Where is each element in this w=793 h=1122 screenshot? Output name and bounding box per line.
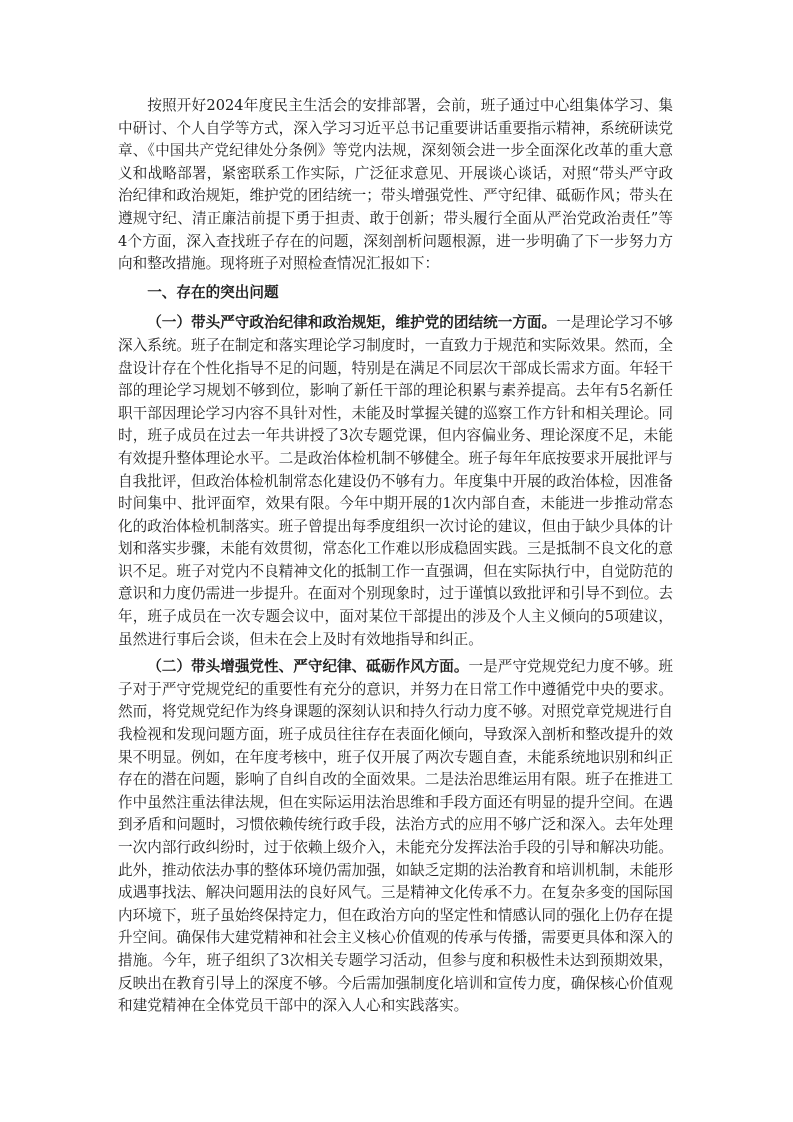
section-heading: 一、存在的突出问题 bbox=[147, 283, 279, 301]
section-1-body: 一是理论学习不够深入系统。班子在制定和落实理论学习制度时，一直致力于规范和实际效果。然而，全盘设计存在个性化指导不足的问题，特别是在满足不同层次干部成长需求方面。年轻干部的理论学习规划不够到位，影响了新任干部的理论积累与素养提高。去年有5名新任职干部因理论学习内容不具针对性，未能及时掌握关键的巡察工作方针和相关理论。同时，班子成员在过去一年共讲授了3次专题党课，但内容偏业务、理论深度不足，未能有效提升整体理论水平。二是政治体检机制不够健全。班子每年年底按要求开展批评与自我批评，但政治体检机制常态化建设仍不够有力。年度集中开展的政治体检，因准备时间集中、批评面窄，效果有限。今年中期开展的1次内部自查，未能进一步推动常态化的政治体检机制落实。班子曾提出每季度组织一次讨论的建议，但由于缺少具体的计划和落实步骤，未能有效贯彻，常态化工作难以形成稳固实践。三是抵制不良文化的意识不足。班子对党内不良精神文化的抵制工作一直强调，但在实际执行中，自觉防范的意识和力度仍需进一步提升。在面对个别现象时，过于谨慎以致批评和引导不到位。去年，班子成员在一次专题会议中，面对某位干部提出的涉及个人主义倾向的5项建议，虽然进行事后会谈，但未在会上及时有效地指导和纠正。 bbox=[118, 314, 673, 648]
section-2-body: 一是严守党规党纪力度不够。班子对于严守党规党纪的重要性有充分的意识，并努力在日常工作中遵循党中央的要求。然而，将党规党纪作为终身课题的深刻认识和持久行动力度不够。对照党章党规进行自我检视和发现问题方面，班子成员往往存在表面化倾向，导致深入剖析和整改提升的效果不明显。例如，在年度考核中，班子仅开展了两次专题自查，未能系统地识别和纠正存在的潜在问题，影响了自纠自改的全面效果。二是法治思维运用有限。班子在推进工作中虽然注重法律法规，但在实际运用法治思维和手段方面还有明显的提升空间。在遇到矛盾和问题时，习惯依赖传统行政手段，法治方式的应用不够广泛和深入。去年处理一次内部行政纠纷时，过于依赖上级介入，未能充分发挥法治手段的引导和解决功能。此外，推动依法办事的整体环境仍需加强，如缺乏定期的法治教育和培训机制，未能形成遇事找法、解决问题用法的良好风气。三是精神文化传承不力。在复杂多变的国际国内环境下，班子虽始终保持定力，但在政治方向的坚定性和情感认同的强化上仍存在提升空间。确保伟大建党精神和社会主义核心价值观的传承与传播，需要更具体和深入的措施。今年，班子组织了3次相关专题学习活动，但参与度和积极性未达到预期效果，反映出在教育引导上的深度不够。今后需加强制度化培训和宣传力度，确保核心价值观和建党精神在全体党员干部中的深入人心和实践落实。 bbox=[118, 658, 673, 1015]
section-1-title: （一）带头严守政治纪律和政治规矩，维护党的团结统一方面。 bbox=[147, 314, 557, 332]
intro-paragraph: 按照开好2024年度民主生活会的安排部署，会前，班子通过中心组集体学习、集中研讨、个人自学等方式，深入学习习近平总书记重要讲话重要指示精神，系统研读党章、《中国共产党纪律处分条例》等党内法规，深刻领会进一步全面深化改革的重大意义和战略部署，紧密联系工作实际，广泛征求意见、开展谈心谈话，对照“带头严守政治纪律和政治规矩，维护党的团结统一；带头增强党性、严守纪律、砥砺作风；带头在遵规守纪、清正廉洁前提下勇于担责、敢于创新；带头履行全面从严治党政治责任”等4个方面，深入查找班子存在的问题，深刻剖析问题根源，进一步明确了下一步努力方向和整改措施。现将班子对照检查情况汇报如下： bbox=[118, 97, 673, 273]
section-2-paragraph bbox=[118, 656, 673, 1018]
section-1-paragraph bbox=[118, 312, 673, 651]
section-2-title: （二）带头增强党性、严守纪律、砥砺作风方面。 bbox=[147, 658, 469, 676]
document-page bbox=[118, 95, 673, 1023]
